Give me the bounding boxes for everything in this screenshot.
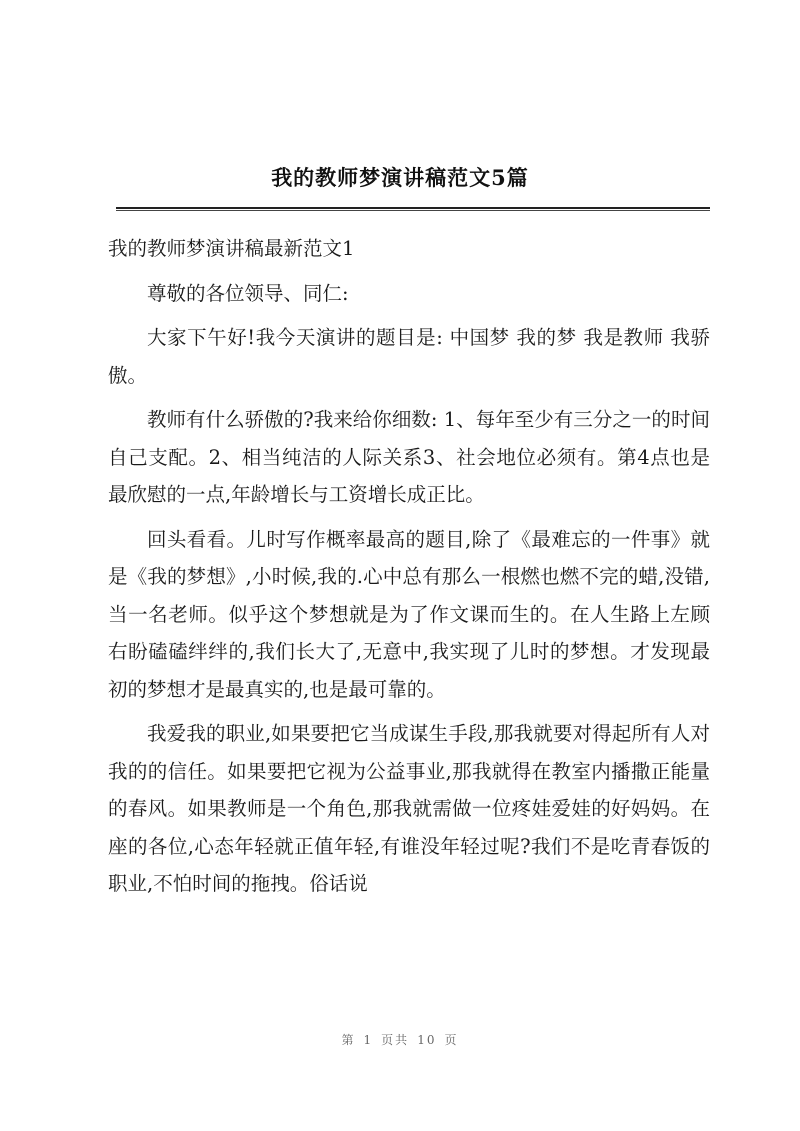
paragraph: 教师有什么骄傲的?我来给你细数: 1、每年至少有三分之一的时间自己支配。2、相当纯洁的人际关系3、社会地位必须有。第4点也是最欣慰的一点,年龄增长与工资增长成正比。 bbox=[108, 408, 710, 506]
section-heading: 我的教师梦演讲稿最新范文1 bbox=[108, 237, 355, 260]
footer-prefix: 第 bbox=[341, 1033, 356, 1047]
footer-middle: 页共 bbox=[381, 1033, 410, 1047]
paragraph: 我爱我的职业,如果要把它当成谋生手段,那我就要对得起所有人对我的的信任。如果要把它视为公益事业,那我就得在教室内播撒正能量的春风。如果教师是一个角色,那我就需做一位疼娃爱娃的好妈妈。在座的各位,心态年轻就正值年轻,有谁没年轻过呢?我们不是吃青春饭的职业,不怕时间的拖拽。俗话说 bbox=[108, 722, 710, 895]
footer-current-page: 1 bbox=[363, 1033, 374, 1047]
page-footer bbox=[0, 1031, 800, 1048]
paragraph: 尊敬的各位领导、同仁: bbox=[147, 281, 349, 305]
footer-suffix: 页 bbox=[444, 1033, 459, 1047]
paragraph: 回头看看。儿时写作概率最高的题目,除了《最难忘的一件事》就是《我的梦想》,小时候,我的.心中总有那么一根燃也燃不完的蜡,没错,当一名老师。似乎这个梦想就是为了作文课而生的。在人生路上左顾右盼磕磕绊绊的,我们长大了,无意中,我实现了儿时的梦想。才发现最初的梦想才是最真实的,也是最可靠的。 bbox=[108, 527, 710, 701]
document-body bbox=[108, 230, 710, 910]
paragraph: 大家下午好!我今天演讲的题目是: 中国梦 我的梦 我是教师 我骄傲。 bbox=[108, 326, 710, 387]
footer-total-pages: 10 bbox=[417, 1033, 437, 1047]
document-title: 我的教师梦演讲稿范文5篇 bbox=[271, 165, 529, 190]
title-divider bbox=[116, 207, 710, 211]
